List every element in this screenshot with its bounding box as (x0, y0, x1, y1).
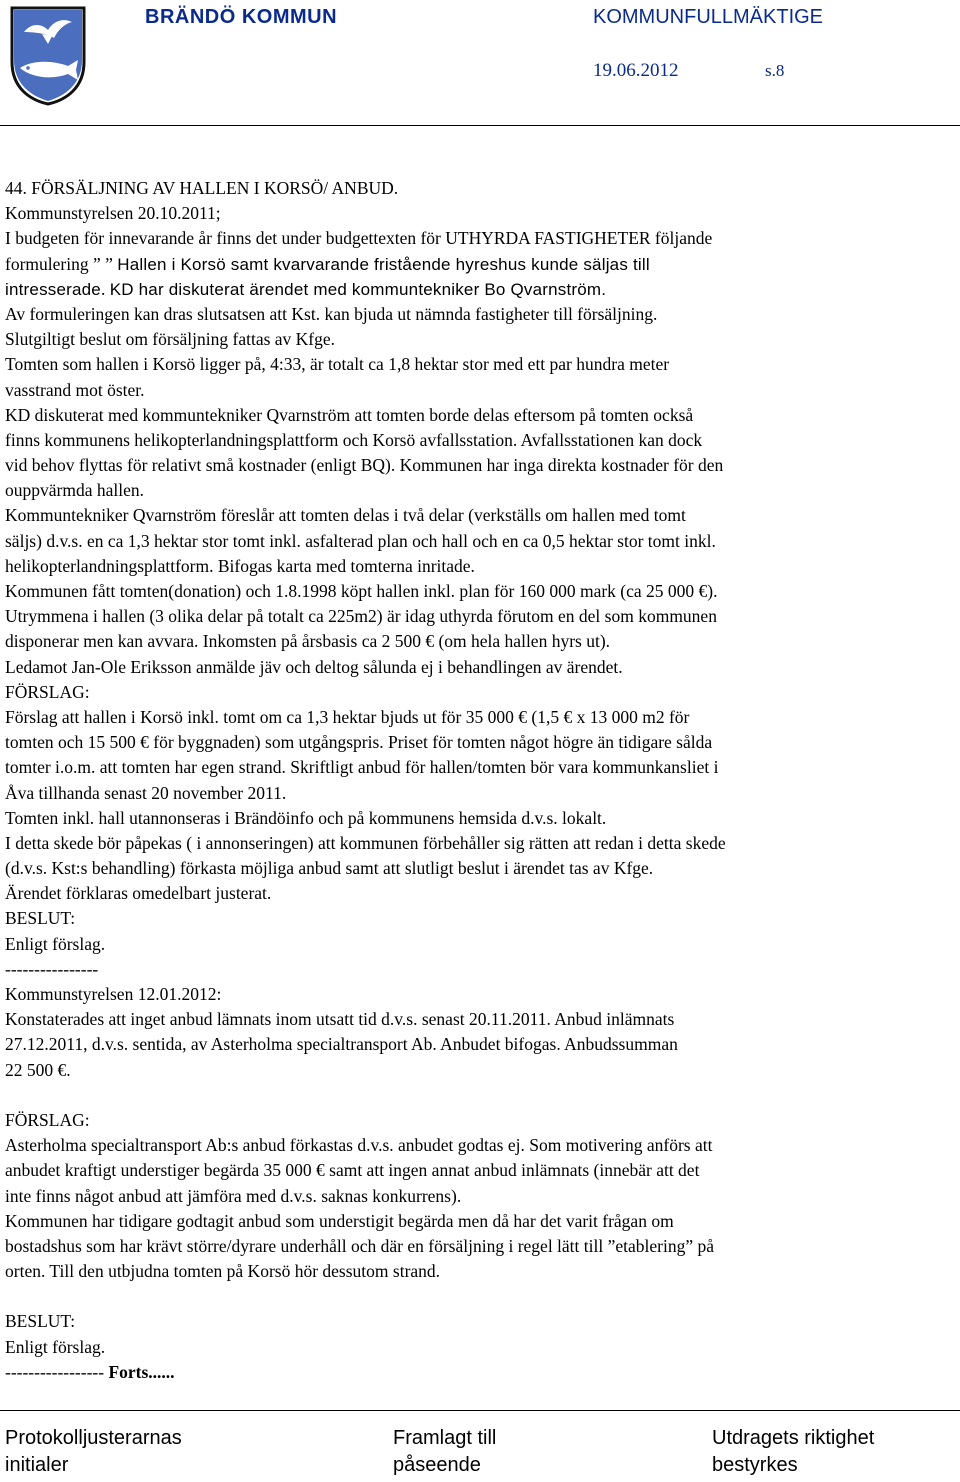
text-line: Förslag att hallen i Korsö inkl. tomt om ca 1,3 hektar bjuds ut för 35 000 € (1,5 € x 13 000 m2 för (5, 706, 690, 727)
footer-text: initialer (5, 1454, 69, 1476)
blank-line (5, 1083, 955, 1108)
footer-initials (5, 1425, 182, 1479)
separator-dashes: ----------------- (5, 1361, 109, 1382)
text-line: vid behov flyttas för relativt små kostnader (enligt BQ). Kommunen har inga direkta kostnader för den (5, 455, 724, 476)
text-line: Asterholma specialtransport Ab:s anbud förkastas d.v.s. anbudet godtas ej. Som motivering anförs att (5, 1135, 713, 1156)
text-line (5, 277, 955, 302)
text-span: . (100, 278, 110, 299)
footer-text: Protokolljusterarnas (5, 1427, 182, 1449)
text-line: anbudet kraftigt understiger begärda 35 000 € samt att ingen annat anbud inlämnats (innebär att det (5, 1160, 700, 1181)
text-line: Slutgiltigt beslut om försäljning fattas av Kfge. (5, 329, 336, 350)
text-line: disponerar men kan avvara. Inkomsten på årsbasis ca 2 500 € (om hela hallen hyrs ut). (5, 631, 611, 652)
text-line: Enligt förslag. (5, 1336, 106, 1357)
text-span: KD har diskuterat ärendet med kommuntekniker Bo Qvarnström. (109, 279, 607, 299)
text-line: orten. Till den utbjudna tomten på Korsö hör dessutom strand. (5, 1261, 441, 1282)
header-divider (0, 125, 960, 126)
text-line: bostadshus som har krävt större/dyrare underhåll och där en försäljning i regel lätt till ”etablering” på (5, 1235, 714, 1256)
council-name: KOMMUNFULLMÄKTIGE (593, 6, 824, 28)
text-line: Utrymmena i hallen (3 olika delar på totalt ca 225m2) är idag uthyrda förutom en del som kommunen (5, 606, 717, 627)
meeting-date: 19.06.2012 (593, 60, 679, 81)
page-number: s.8 (765, 61, 785, 80)
text-line: (d.v.s. Kst:s behandling) förkasta möjliga anbud samt att slutligt beslut i ärendet tas av Kfge. (5, 858, 654, 879)
page-header (0, 0, 960, 130)
text-line: Kommunstyrelsen 12.01.2012: (5, 984, 222, 1004)
text-line: helikopterlandningsplattform. Bifogas karta med tomterna inritade. (5, 555, 475, 576)
footer-text: Framlagt till (393, 1427, 497, 1449)
footer-text: påseende (393, 1454, 481, 1476)
footer-text: bestyrkes (712, 1454, 798, 1476)
footer-certified (712, 1425, 874, 1479)
continued-label: Forts...... (108, 1361, 175, 1382)
text-line (5, 252, 955, 277)
text-line: finns kommunens helikopterlandningsplattform och Korsö avfallsstation. Avfallsstationen kan dock (5, 429, 703, 450)
proposal-heading: FÖRSLAG: (5, 681, 90, 702)
text-line: Kommunen har tidigare godtagit anbud som understigit begärda men då har det varit frågan om (5, 1210, 674, 1231)
separator-dashes: ---------------- (5, 958, 99, 979)
text-line: säljs) d.v.s. en ca 1,3 hektar stor tomt inkl. asfalterad plan och hall och en ca 0,5 hektar stor tomt inkl. (5, 530, 716, 551)
text-line: Åva tillhanda senast 20 november 2011. (5, 782, 287, 803)
text-line: inte finns något anbud att jämföra med d.v.s. saknas konkurrens). (5, 1185, 462, 1206)
text-line: Av formuleringen kan dras slutsatsen att Kst. kan bjuda ut nämnda fastigheter till försäljning. (5, 303, 658, 324)
text-line: Ledamot Jan-Ole Eriksson anmälde jäv och deltog sålunda ej i behandlingen av ärendet. (5, 656, 623, 677)
text-line: Kommunstyrelsen 20.10.2011; (5, 203, 221, 224)
text-line: I detta skede bör påpekas ( i annonseringen) att kommunen förbehåller sig rätten att redan i detta skede (5, 832, 726, 853)
text-line: Konstaterades att inget anbud lämnats inom utsatt tid d.v.s. senast 20.11.2011. Anbud inlämnats (5, 1009, 675, 1030)
quoted-budget-text: Hallen i Korsö samt kvarvarande fristående hyreshus kunde säljas till (117, 254, 650, 274)
quoted-budget-text-end: intresserade (5, 279, 101, 299)
text-line: ouppvärmda hallen. (5, 480, 144, 501)
continued-line (5, 1360, 955, 1385)
municipality-name: BRÄNDÖ KOMMUN (145, 6, 338, 28)
text-span: formulering ” ” (5, 253, 113, 274)
text-line: Kommuntekniker Qvarnström föreslår att tomten delas i två delar (verkställs om hallen med tomt (5, 505, 686, 526)
text-line: vasstrand mot öster. (5, 379, 145, 400)
text-line: 27.12.2011, d.v.s. sentida, av Asterholma specialtransport Ab. Anbudet bifogas. Anbudssumman (5, 1034, 678, 1055)
section-heading: 44. FÖRSÄLJNING AV HALLEN I KORSÖ/ ANBUD. (5, 178, 399, 198)
decision-heading: BESLUT: (5, 1311, 76, 1332)
proposal-heading: FÖRSLAG: (5, 1109, 90, 1130)
text-line: Ärendet förklaras omedelbart justerat. (5, 883, 272, 904)
footer-text: Utdragets riktighet (712, 1427, 875, 1449)
text-line: Tomten inkl. hall utannonseras i Brändöinfo och på kommunens hemsida d.v.s. lokalt. (5, 807, 607, 828)
text-line: KD diskuterat med kommuntekniker Qvarnström att tomten borde delas eftersom på tomten också (5, 404, 694, 425)
text-line: tomten och 15 500 € för byggnaden) som utgångspris. Priset för tomten något högre än tidigare sålda (5, 732, 713, 753)
municipal-coat-of-arms-icon (8, 4, 88, 106)
text-line: 22 500 €. (5, 1059, 71, 1080)
text-line: Kommunen fått tomten(donation) och 1.8.1998 köpt hallen inkl. plan för 160 000 mark (ca 25 000 €). (5, 581, 718, 601)
footer-divider (0, 1410, 960, 1411)
text-line: Enligt förslag. (5, 933, 106, 954)
minutes-body (5, 176, 955, 1385)
decision-heading: BESLUT: (5, 908, 76, 929)
text-line: Tomten som hallen i Korsö ligger på, 4:33, är totalt ca 1,8 hektar stor med ett par hundra meter (5, 354, 670, 375)
footer-posted (393, 1425, 496, 1479)
blank-line (5, 1284, 955, 1309)
text-line: tomter i.o.m. att tomten har egen strand. Skriftligt anbud för hallen/tomten bör vara kommunkansliet i (5, 757, 719, 778)
text-line: I budgeten för innevarande år finns det under budgettexten för UTHYRDA FASTIGHETER följande (5, 228, 713, 249)
